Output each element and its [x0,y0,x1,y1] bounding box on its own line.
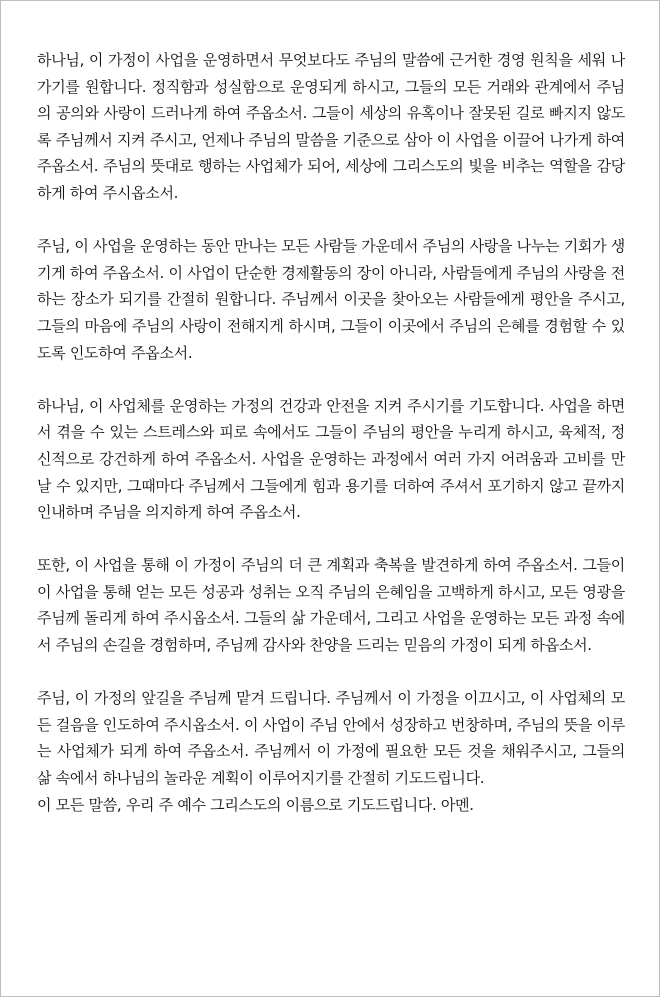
paragraph-4: 또한, 이 사업을 통해 이 가정이 주님의 더 큰 계획과 축복을 발견하게 하여 주옵소서. 그들이 이 사업을 통해 얻는 모든 성공과 성취는 오직 주님의 은혜임을 고백하게 하시고, 모든 영광을 주님께 돌리게 하여 주시옵소서. 그들의 삶 가운데서, 그리고 사업을 운영하는 모든 과정 속에서 주님의 손길을 경험하며, 주님께 감사와 찬양을 드리는 믿음의 가정이 되게 하옵소서. [37,556,625,655]
paragraph-3: 하나님, 이 사업체를 운영하는 가정의 건강과 안전을 지켜 주시기를 기도합니다. 사업을 하면서 겪을 수 있는 스트레스와 피로 속에서도 그들이 주님의 평안을 누리게 하시고, 육체적, 정신적으로 강건하게 하여 주옵소서. 사업을 운영하는 과정에서 여러 가지 어려움과 고비를 만날 수 있지만, 그때마다 주님께서 그들에게 힘과 용기를 더하여 주셔서 포기하지 않고 끝까지 인내하며 주님을 의지하게 하여 주옵소서. [37,396,625,522]
closing-line: 이 모든 말씀, 우리 주 예수 그리스도의 이름으로 기도드립니다. 아멘. [37,795,474,814]
prayer-text [37,47,625,818]
paragraph-2: 주님, 이 사업을 운영하는 동안 만나는 모든 사람들 가운데서 주님의 사랑을 나누는 기회가 생기게 하여 주옵소서. 이 사업이 단순한 경제활동의 장이 아니라, 사람들에게 주님의 사랑을 전하는 장소가 되기를 간절히 원합니다. 주님께서 이곳을 찾아오는 사람들에게 평안을 주시고, 그들의 마음에 주님의 사랑이 전해지게 하시며, 그들이 이곳에서 주님의 은혜를 경험할 수 있도록 인도하여 주옵소서. [37,237,625,362]
paragraph-1: 하나님, 이 가정이 사업을 운영하면서 무엇보다도 주님의 말씀에 근거한 경영 원칙을 세워 나가기를 원합니다. 정직함과 성실함으로 운영되게 하시고, 그들의 모든 거래와 관계에서 주님의 공의와 사랑이 드러나게 하여 주옵소서. 그들이 세상의 유혹이나 잘못된 길로 빠지지 않도록 주님께서 지켜 주시고, 언제나 주님의 말씀을 기준으로 삼아 이 사업을 이끌어 나가게 하여 주옵소서. 주님의 뜻대로 행하는 사업체가 되어, 세상에 그리스도의 빛을 비추는 역할을 감당하게 하여 주시옵소서. [37,51,625,202]
paragraph-5: 주님, 이 가정의 앞길을 주님께 맡겨 드립니다. 주님께서 이 가정을 이끄시고, 이 사업체의 모든 걸음을 인도하여 주시옵소서. 이 사업이 주님 안에서 성장하고 번창하며, 주님의 뜻을 이루는 사업체가 되게 하여 주옵소서. 주님께서 이 가정에 필요한 모든 것을 채워주시고, 그들의 삶 속에서 하나님의 놀라운 계획이 이루어지기를 간절히 기도드립니다. [37,689,625,788]
